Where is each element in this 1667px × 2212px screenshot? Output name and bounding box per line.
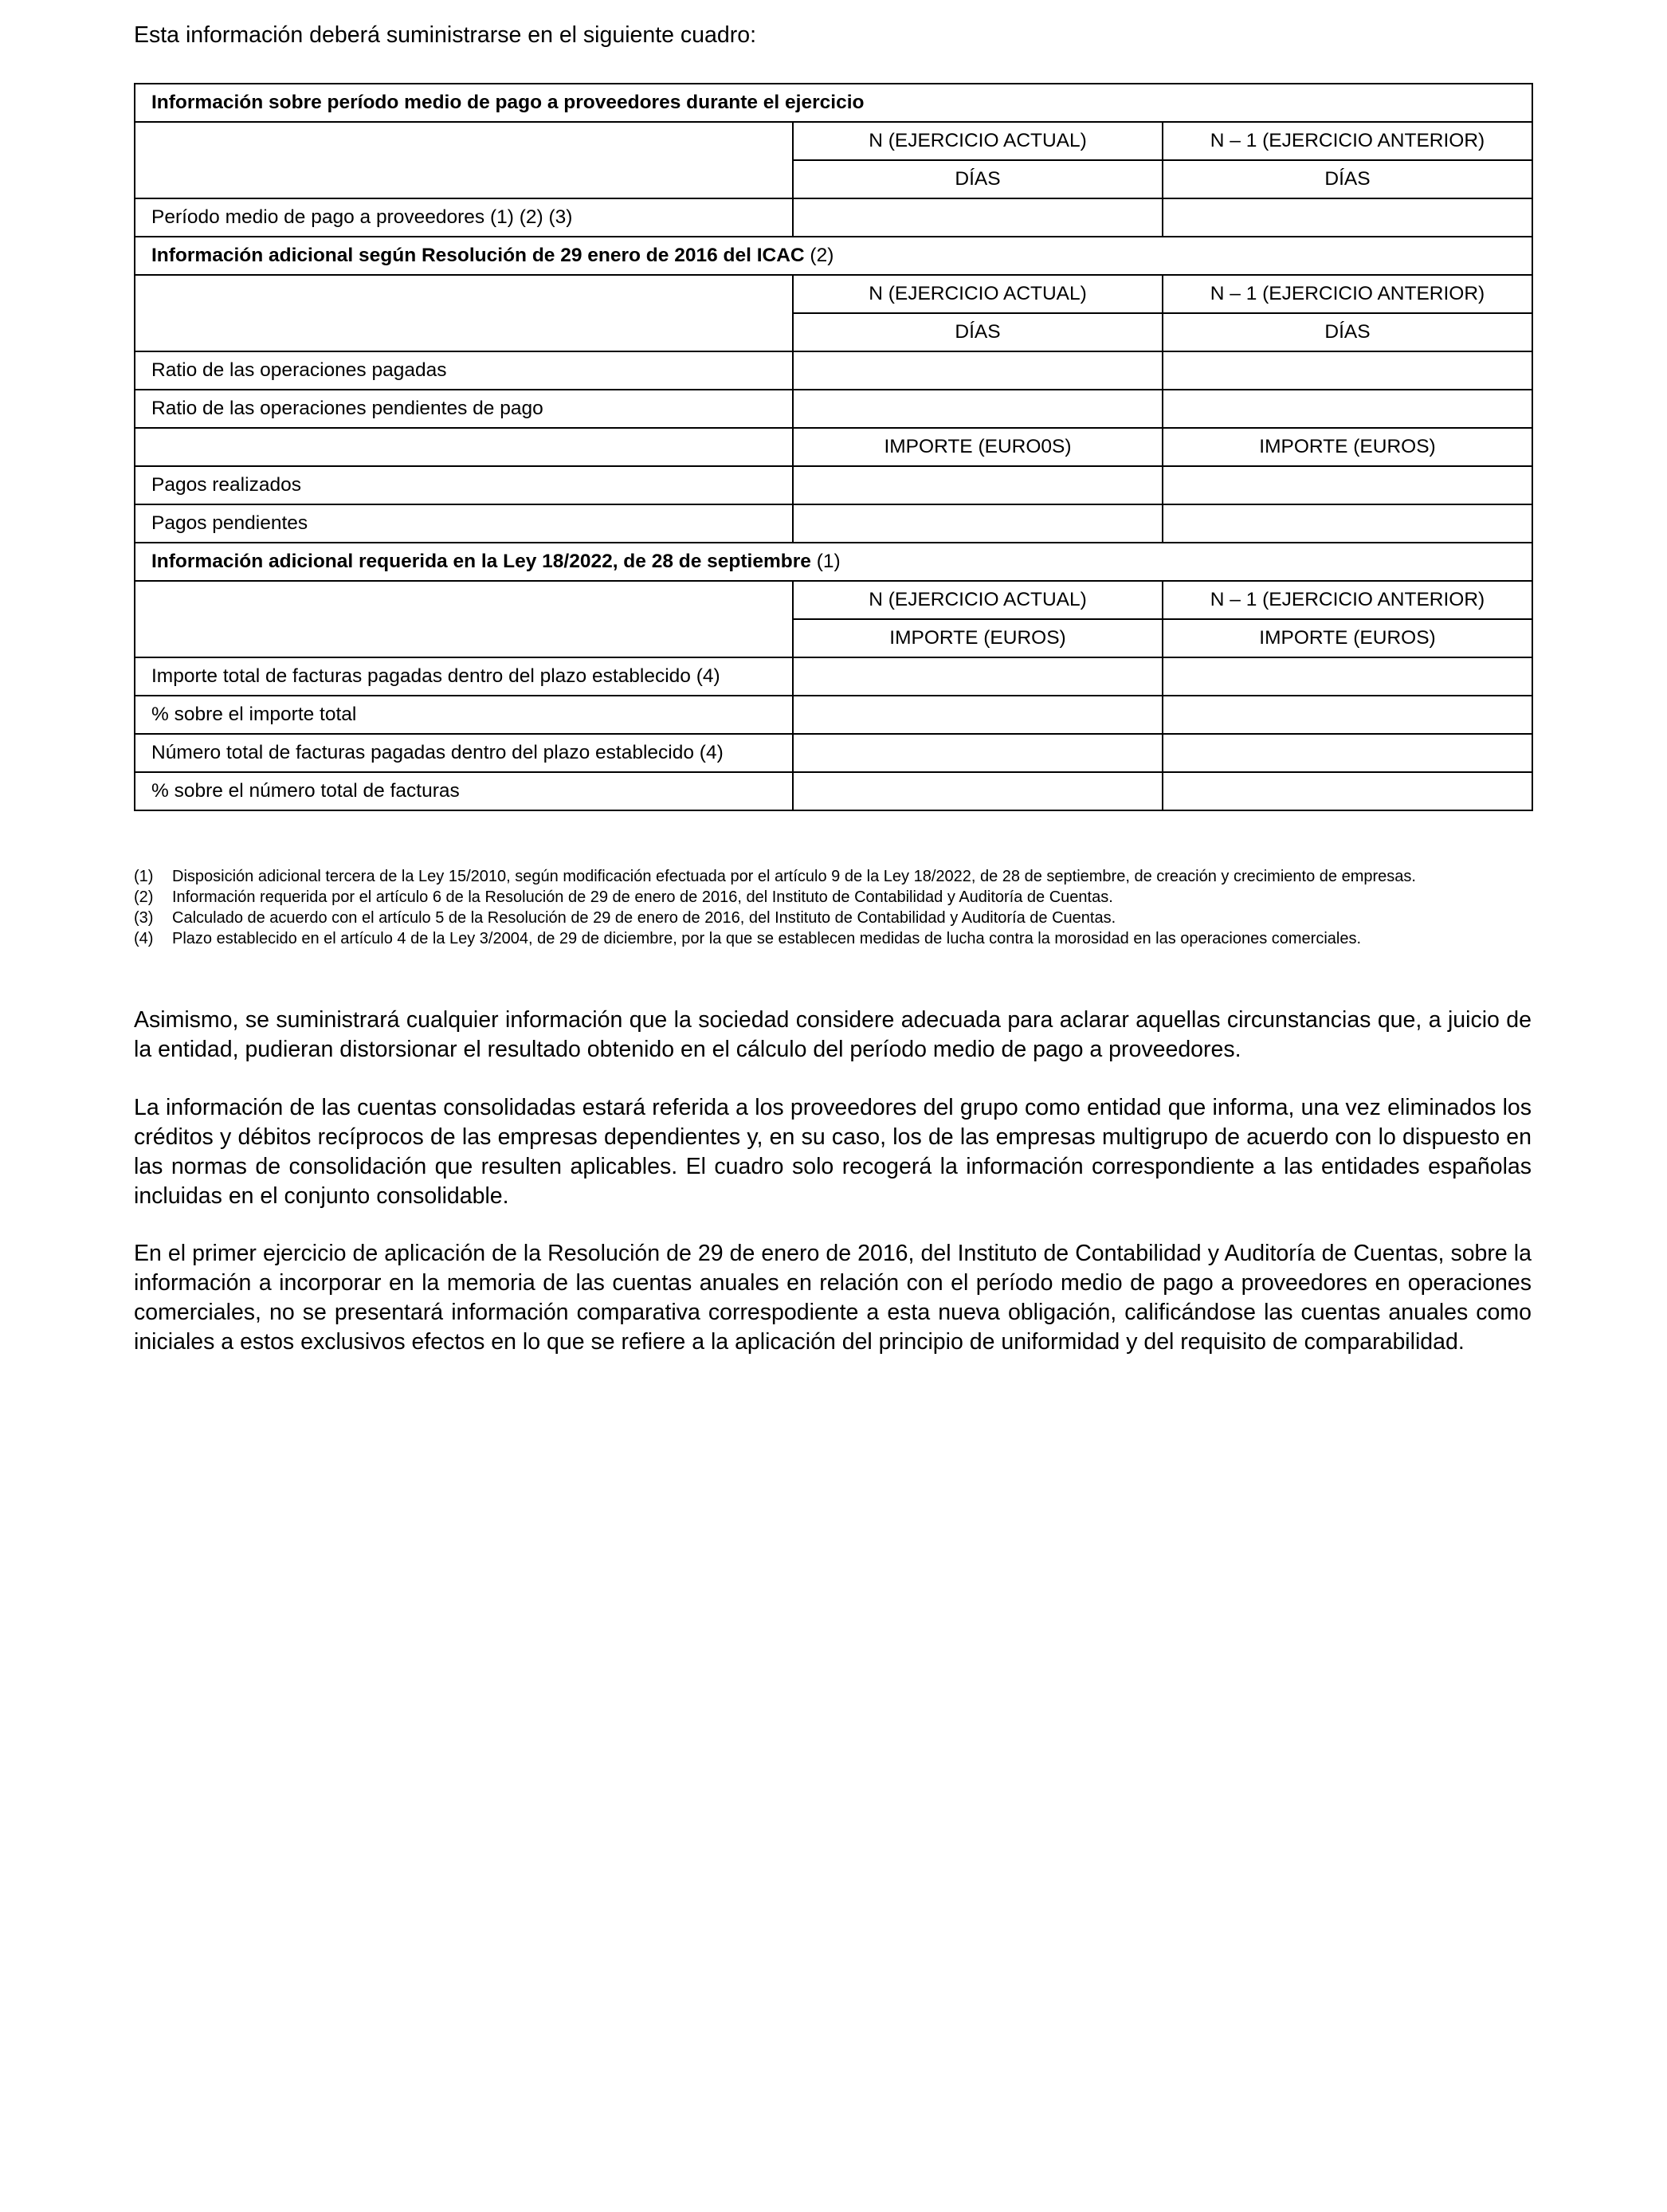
row-label: % sobre el número total de facturas [135, 772, 793, 810]
table-row [135, 696, 1532, 734]
body-paragraph-2: La información de las cuentas consolidadas estará referida a los proveedores del grupo como entidad que informa, una vez eliminados los créditos y débitos recíprocos de las empresas dependientes y, en su caso, los de las empresas multigrupo de acuerdo con lo dispuesto en las normas de consolidación que resulten aplicables. El cuadro solo recogerá la información correspondiente a las entidades españolas incluidas en el conjunto consolidable. [134, 1095, 1532, 1209]
table-row [135, 351, 1532, 390]
row-label: Número total de facturas pagadas dentro del plazo establecido (4) [135, 734, 793, 772]
row-label: Ratio de las operaciones pendientes de pago [135, 390, 793, 428]
unit-previous-year: IMPORTE (EUROS) [1163, 428, 1532, 466]
table-row [135, 466, 1532, 504]
col-current-year: N (EJERCICIO ACTUAL) [793, 581, 1163, 619]
footnote-number: (4) [134, 930, 154, 947]
value-cell-previous [1163, 390, 1532, 428]
section1-title: Información sobre período medio de pago a proveedores durante el ejercicio [135, 84, 1532, 122]
row-label: Pagos pendientes [135, 504, 793, 543]
section3-title-cell [135, 543, 1532, 581]
unit-previous-year: DÍAS [1163, 160, 1532, 198]
value-cell-previous [1163, 504, 1532, 543]
table-row [135, 504, 1532, 543]
value-cell-current [793, 351, 1163, 390]
footnote-number: (3) [134, 909, 154, 927]
footnote-number: (2) [134, 888, 154, 906]
unit-current-year: DÍAS [793, 313, 1163, 351]
value-cell-previous [1163, 351, 1532, 390]
footnote [134, 866, 1532, 887]
value-cell-current [793, 734, 1163, 772]
value-cell-previous [1163, 657, 1532, 696]
value-cell-current [793, 504, 1163, 543]
footnote-number: (1) [134, 868, 154, 885]
footnote-text: Calculado de acuerdo con el artículo 5 de la Resolución de 29 de enero de 2016, del Instituto de Contabilidad y Auditoría de Cuentas. [172, 909, 1116, 927]
value-cell-current [793, 466, 1163, 504]
row-label: Ratio de las operaciones pagadas [135, 351, 793, 390]
column-header-row [135, 122, 1532, 160]
footnote [134, 908, 1532, 928]
col-current-year: N (EJERCICIO ACTUAL) [793, 275, 1163, 313]
unit-current-year: IMPORTE (EURO0S) [793, 428, 1163, 466]
column-header-row [135, 581, 1532, 619]
value-cell-current [793, 390, 1163, 428]
col-previous-year: N – 1 (EJERCICIO ANTERIOR) [1163, 275, 1532, 313]
value-cell-current [793, 772, 1163, 810]
blank-cell [135, 581, 793, 657]
table-row [135, 734, 1532, 772]
row-label: Pagos realizados [135, 466, 793, 504]
unit-previous-year: DÍAS [1163, 313, 1532, 351]
value-cell-previous [1163, 198, 1532, 237]
unit-header-row [135, 428, 1532, 466]
section2-title-ref: (2) [810, 245, 834, 266]
table-row [135, 657, 1532, 696]
section2-title: Información adicional según Resolución de 29 enero de 2016 del ICAC [151, 245, 805, 266]
footnote-text: Información requerida por el artículo 6 de la Resolución de 29 de enero de 2016, del Instituto de Contabilidad y Auditoría de Cuentas. [172, 888, 1113, 906]
section3-title-ref: (1) [816, 551, 841, 572]
section3-title: Información adicional requerida en la Ley 18/2022, de 28 de septiembre [151, 551, 811, 572]
table-row [135, 390, 1532, 428]
value-cell-current [793, 696, 1163, 734]
table-row [135, 198, 1532, 237]
body-paragraph-1: Asimismo, se suministrará cualquier información que la sociedad considere adecuada para aclarar aquellas circunstancias que, a juicio de la entidad, pudieran distorsionar el resultado obtenido en el cálculo del período medio de pago a proveedores. [134, 1007, 1532, 1062]
table-row [135, 772, 1532, 810]
unit-current-year: IMPORTE (EUROS) [793, 619, 1163, 657]
supplier-payment-table [134, 83, 1533, 811]
footnotes [134, 866, 1532, 949]
body-paragraph-3: En el primer ejercicio de aplicación de la Resolución de 29 de enero de 2016, del Instituto de Contabilidad y Auditoría de Cuentas, sobre la información a incorporar en la memoria de las cuentas anuales en relación con el período medio de pago a proveedores en operaciones comerciales, no se presentará información comparativa correspodiente a esta nueva obligación, calificándose las cuentas anuales como iniciales a estos exclusivos efectos en lo que se refiere a la aplicación del principio de uniformidad y del requisito de comparabilidad. [134, 1241, 1532, 1355]
unit-previous-year: IMPORTE (EUROS) [1163, 619, 1532, 657]
row-label: Período medio de pago a proveedores (1) (2) (3) [135, 198, 793, 237]
section-header-row [135, 84, 1532, 122]
footnote [134, 928, 1532, 949]
column-header-row [135, 275, 1532, 313]
blank-cell [135, 122, 793, 198]
col-previous-year: N – 1 (EJERCICIO ANTERIOR) [1163, 581, 1532, 619]
footnote [134, 887, 1532, 908]
section-header-row [135, 237, 1532, 275]
value-cell-previous [1163, 734, 1532, 772]
value-cell-current [793, 657, 1163, 696]
value-cell-previous [1163, 772, 1532, 810]
section2-title-cell [135, 237, 1532, 275]
value-cell-previous [1163, 466, 1532, 504]
value-cell-current [793, 198, 1163, 237]
footnote-text: Plazo establecido en el artículo 4 de la Ley 3/2004, de 29 de diciembre, por la que se establecen medidas de lucha contra la morosidad en las operaciones comerciales. [172, 930, 1362, 947]
footnote-text: Disposición adicional tercera de la Ley 15/2010, según modificación efectuada por el artículo 9 de la Ley 18/2022, de 28 de septiembre, de creación y crecimiento de empresas. [172, 868, 1416, 885]
unit-current-year: DÍAS [793, 160, 1163, 198]
blank-cell [135, 428, 793, 466]
row-label: Importe total de facturas pagadas dentro del plazo establecido (4) [135, 657, 793, 696]
intro-text: Esta información deberá suministrarse en el siguiente cuadro: [134, 22, 756, 48]
col-previous-year: N – 1 (EJERCICIO ANTERIOR) [1163, 122, 1532, 160]
section-header-row [135, 543, 1532, 581]
col-current-year: N (EJERCICIO ACTUAL) [793, 122, 1163, 160]
blank-cell [135, 275, 793, 351]
row-label: % sobre el importe total [135, 696, 793, 734]
value-cell-previous [1163, 696, 1532, 734]
